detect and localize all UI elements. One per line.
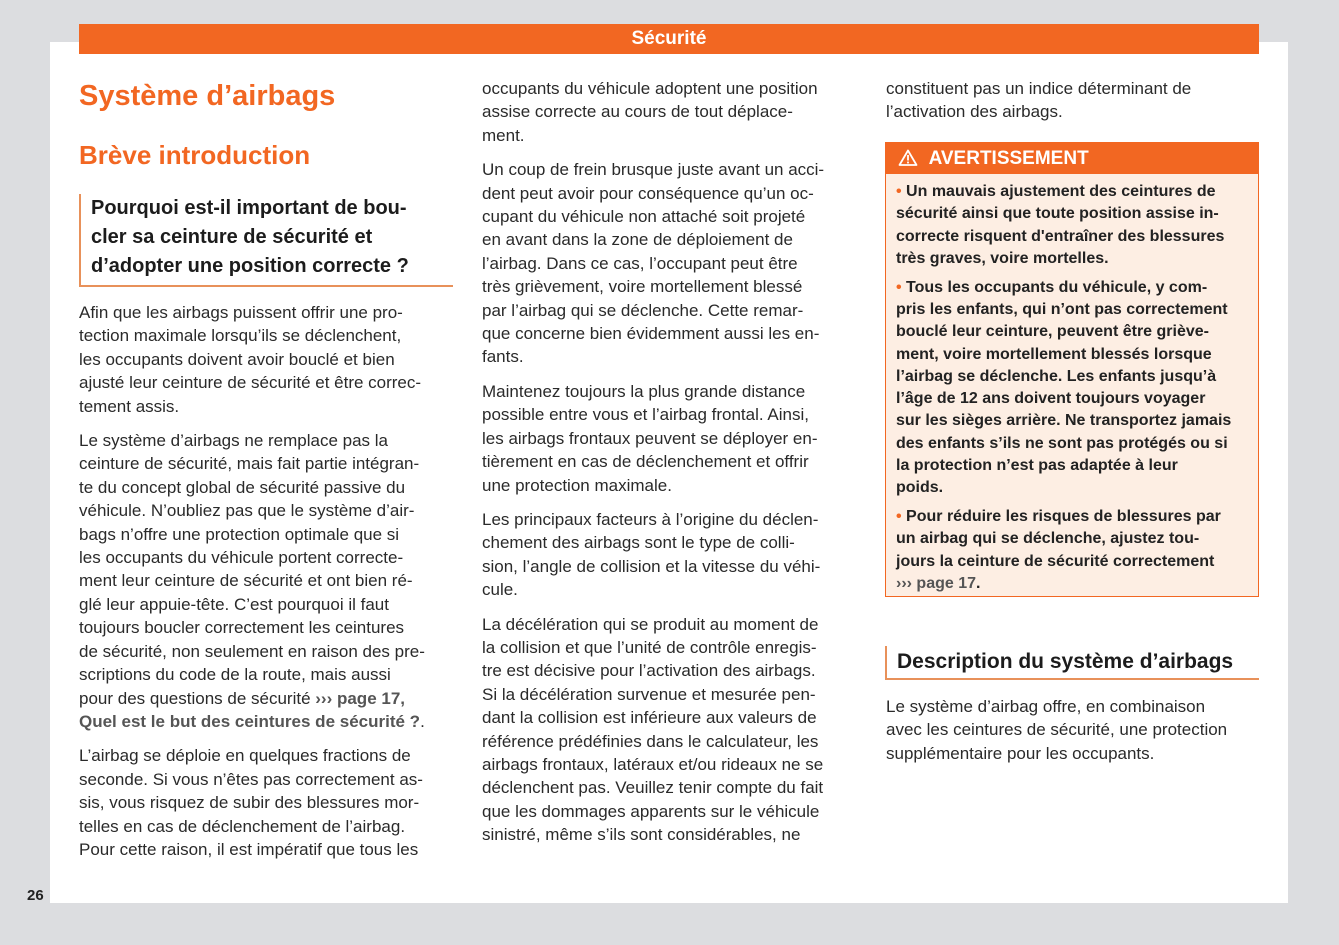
question-line: cler sa ceinture de sécurité et <box>91 226 373 248</box>
question-heading <box>79 194 453 287</box>
text-line: la collision et que l’unité de contrôle enregis- <box>482 637 817 657</box>
text-segment: . <box>976 575 981 593</box>
paragraph <box>482 77 862 147</box>
text-line: Les principaux facteurs à l’origine du déclen- <box>482 509 819 529</box>
text-line: les occupants du véhicule portent correcte- <box>79 548 404 568</box>
column-1 <box>79 78 459 872</box>
text-line: sur les sièges arrière. Ne transportez jamais <box>896 412 1232 430</box>
paragraph <box>886 77 1266 124</box>
text-line: chement des airbags sont le type de colli- <box>482 533 795 553</box>
text-line <box>896 181 1250 203</box>
text-line: airbags frontaux, latéraux et/ou rideaux ne se <box>482 754 824 774</box>
text-line: Maintenez toujours la plus grande distance <box>482 381 806 401</box>
paragraph <box>482 508 862 602</box>
text-line: tement assis. <box>79 396 180 416</box>
bullet-icon: • <box>896 278 907 296</box>
section-title: Brève introduction <box>79 140 311 170</box>
bullet-icon: • <box>896 508 907 526</box>
body-text <box>79 301 459 861</box>
text-line: sion, l’angle de collision et la vitesse du véhi- <box>482 556 821 576</box>
page-title: Système d’airbags <box>79 80 336 112</box>
text-line: que concerne bien évidemment aussi les en- <box>482 324 820 344</box>
warning-title: AVERTISSEMENT <box>928 148 1089 169</box>
paragraph <box>482 613 862 847</box>
text-line: tièrement en cas de déclenchement et offrir <box>482 452 809 472</box>
text-line: véhicule. N’oubliez pas que le système d’air- <box>79 501 415 521</box>
text-line: très grièvement, voire mortellement blessé <box>482 277 803 297</box>
text-line: déclenchent pas. Veuillez tenir compte du fait <box>482 778 824 798</box>
text-line: Le système d’airbags ne remplace pas la <box>79 431 388 451</box>
text-line: Un coup de frein brusque juste avant un acci- <box>482 160 825 180</box>
text-line: un airbag qui se déclenche, ajustez tou- <box>896 530 1200 548</box>
text-line: les occupants doivent avoir bouclé et bien <box>79 349 395 369</box>
text-line: correcte risquent d'entraîner des blessures <box>896 227 1225 245</box>
text-line: très graves, voire mortelles. <box>896 249 1109 267</box>
text-line: ajusté leur ceinture de sécurité et être correc- <box>79 373 422 393</box>
paragraph <box>896 277 1250 500</box>
paragraph <box>482 158 862 369</box>
text-line: supplémentaire pour les occupants. <box>886 743 1155 763</box>
text-line <box>896 573 1250 595</box>
text-line: glé leur appuie-tête. C’est pourquoi il faut <box>79 594 389 614</box>
page-number: 26 <box>27 887 44 904</box>
text-line: des enfants s’ils ne sont pas protégés ou si <box>896 434 1228 452</box>
text-line: La décélération qui se produit au moment de <box>482 614 819 634</box>
page-reference-link[interactable]: ››› page 17 <box>896 575 977 593</box>
section-header-bar: Sécurité <box>79 24 1259 54</box>
text-line: Pour cette raison, il est impératif que tous les <box>79 839 419 859</box>
text-line: ment leur ceinture de sécurité et ont bien ré- <box>79 571 413 591</box>
text-line: ment. <box>482 125 525 145</box>
text-line: telles en cas de déclenchement de l’airbag. <box>79 816 406 836</box>
text-line: te du concept global de sécurité passive du <box>79 477 406 497</box>
question-line: Pourquoi est-il important de bou- <box>91 197 407 219</box>
text-line: avec les ceintures de sécurité, une protection <box>886 720 1228 740</box>
text-line: constituent pas un indice déterminant de <box>886 79 1192 98</box>
text-line: L’airbag se déploie en quelques fractions de <box>79 746 411 766</box>
text-line: bags n’offre une protection optimale que si <box>79 524 400 544</box>
text-segment: Pour réduire les risques de blessures par <box>906 508 1221 526</box>
bullet-icon: • <box>896 183 907 200</box>
text-line: sinistré, même s’ils sont considérables, ne <box>482 825 801 845</box>
text-line: Si la décélération survenue et mesurée pen- <box>482 684 816 704</box>
paragraph <box>79 744 459 861</box>
body-text <box>886 695 1266 765</box>
text-line: sis, vous risquez de subir des blessures mor- <box>79 793 420 813</box>
text-line: en avant dans la zone de déploiement de <box>482 230 793 250</box>
paragraph <box>886 695 1266 765</box>
text-line: Afin que les airbags puissent offrir une pro- <box>79 303 403 322</box>
text-line: tre est décisive pour l’activation des airbags. <box>482 661 816 681</box>
text-line: occupants du véhicule adoptent une position <box>482 79 818 98</box>
body-text <box>886 77 1266 124</box>
paragraph <box>896 506 1250 595</box>
paragraph <box>79 301 459 418</box>
text-line <box>896 506 1250 528</box>
text-line: cule. <box>482 580 518 600</box>
text-line: Le système d’airbag offre, en combinaison <box>886 697 1206 716</box>
text-line: pris les enfants, qui n’ont pas correctement <box>896 300 1228 318</box>
text-line: seconde. Si vous n’êtes pas correctement as- <box>79 769 423 789</box>
text-line: que les dommages apparents sur le véhicule <box>482 801 820 821</box>
warning-triangle-icon <box>898 148 929 169</box>
text-line: les airbags frontaux peuvent se déployer en- <box>482 428 818 448</box>
page-reference-link[interactable]: Quel est le but des ceintures de sécurité ? <box>79 711 421 731</box>
text-segment: Tous les occupants du véhicule, y com- <box>906 278 1208 296</box>
column-3 <box>886 77 1266 135</box>
text-line: bouclé leur ceinture, peuvent être griève- <box>896 323 1209 341</box>
text-segment: pour des questions de sécurité <box>79 688 316 708</box>
text-line: dant la collision est inférieure aux valeurs de <box>482 708 817 728</box>
text-line: une protection maximale. <box>482 475 672 495</box>
text-line: sécurité ainsi que toute position assise in- <box>896 205 1219 223</box>
text-line: possible entre vous et l’airbag frontal. Ainsi, <box>482 405 809 425</box>
text-line: toujours boucler correctement les ceintures <box>79 618 405 638</box>
text-line: de sécurité, non seulement en raison des pre- <box>79 641 425 661</box>
text-line: l’âge de 12 ans doivent toujours voyager <box>896 390 1206 408</box>
warning-box <box>885 142 1259 597</box>
text-line: scriptions du code de la route, mais aussi <box>79 665 391 685</box>
text-line: cupant du véhicule non attaché soit projeté <box>482 207 806 227</box>
text-line: l’airbag se déclenche. Les enfants jusqu’à <box>896 367 1217 385</box>
text-line: dent peut avoir pour conséquence qu’un oc- <box>482 183 814 203</box>
question-line: d’adopter une position correcte ? <box>91 255 409 277</box>
text-line: fants. <box>482 347 524 367</box>
warning-text <box>886 174 1258 595</box>
warning-header <box>886 143 1258 174</box>
text-line: jours la ceinture de sécurité correctement <box>896 552 1215 570</box>
text-line: l’activation des airbags. <box>886 102 1063 122</box>
text-line: référence prédéfinies dans le calculateur, les <box>482 731 819 751</box>
body-text <box>482 77 862 847</box>
column-2 <box>482 77 862 858</box>
text-line: tection maximale lorsqu’ils se déclenchent, <box>79 326 402 346</box>
text-line <box>79 687 459 710</box>
text-line: assise correcte au cours de tout déplace- <box>482 102 793 122</box>
text-line: ment, voire mortellement blessés lorsque <box>896 345 1212 363</box>
text-line: par l’airbag qui se déclenche. Cette remar- <box>482 300 804 320</box>
paragraph <box>482 380 862 497</box>
text-line <box>79 710 459 733</box>
text-segment: Un mauvais ajustement des ceintures de <box>906 183 1216 200</box>
text-segment: . <box>420 711 425 731</box>
text-line: ceinture de sécurité, mais fait partie intégran- <box>79 454 420 474</box>
description-body <box>886 695 1266 776</box>
text-line: la protection n’est pas adaptée à leur <box>896 457 1178 475</box>
text-line <box>896 277 1250 299</box>
description-heading: Description du système d’airbags <box>885 646 1259 680</box>
paragraph <box>896 181 1250 270</box>
paragraph <box>79 429 459 733</box>
text-line: poids. <box>896 479 944 497</box>
text-line: l’airbag. Dans ce cas, l’occupant peut être <box>482 253 798 273</box>
page-reference-link[interactable]: ››› page 17, <box>315 688 406 708</box>
